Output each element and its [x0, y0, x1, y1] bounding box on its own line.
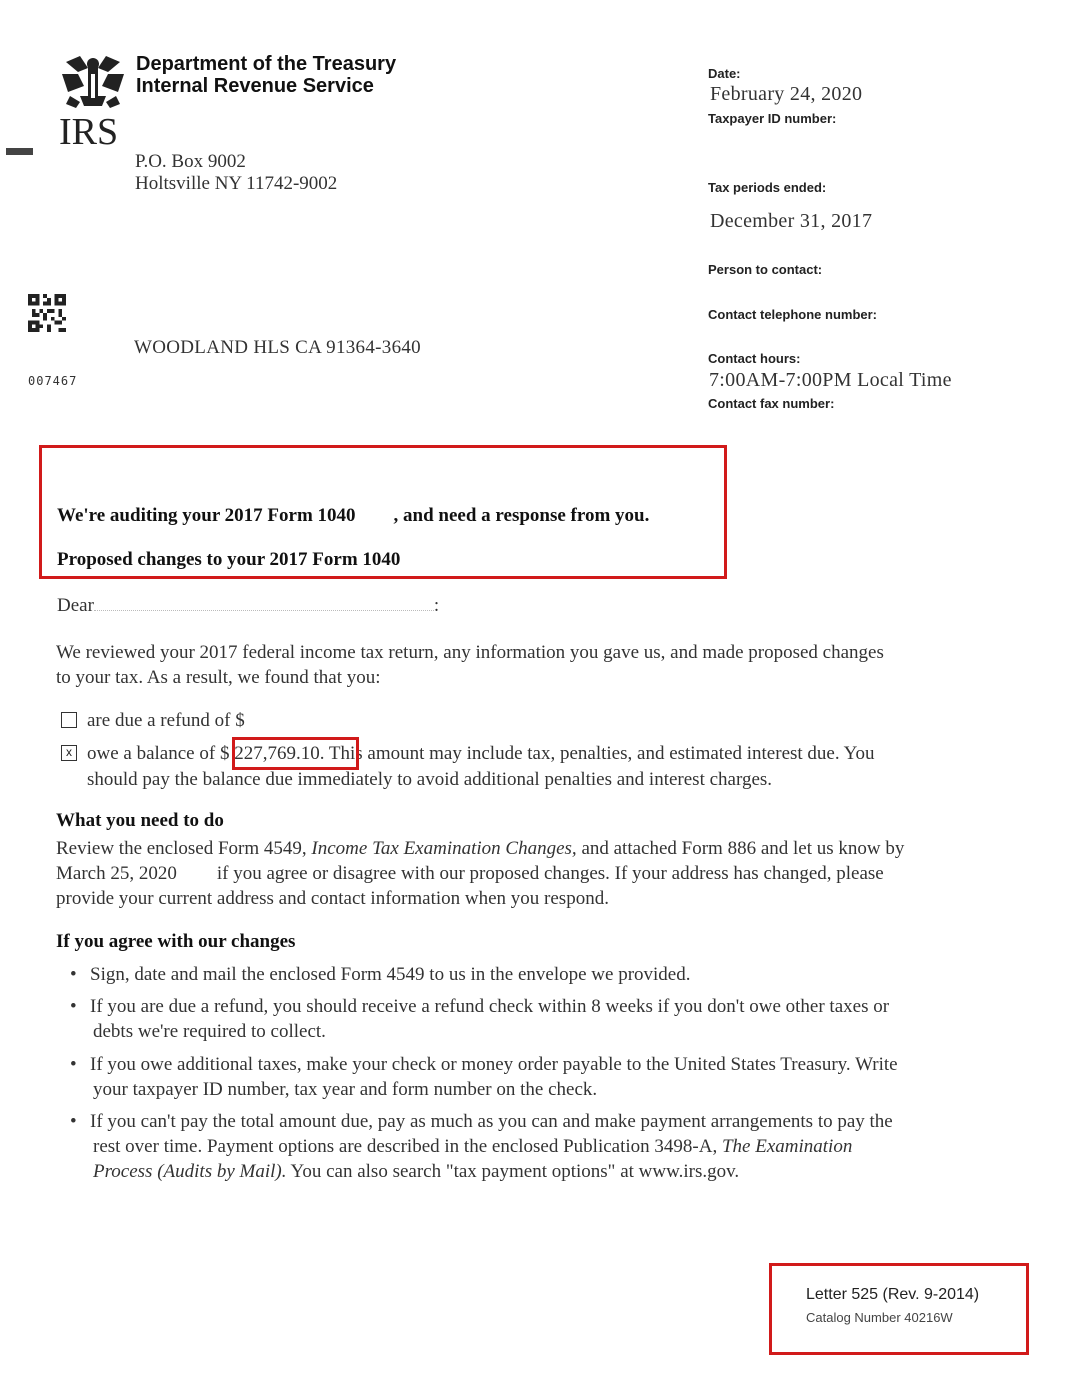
amount-highlight-box	[232, 737, 359, 770]
sender-address: P.O. Box 9002 Holtsville NY 11742-9002	[135, 151, 338, 194]
date-label: Date:	[708, 66, 741, 81]
hours-value: 7:00AM-7:00PM Local Time	[709, 369, 952, 391]
balance-amount: $ 227,769.10.	[219, 743, 325, 764]
refund-text: are due a refund of $	[87, 710, 245, 731]
recipient-code: 007467	[28, 374, 78, 388]
irs-logo-text: IRS	[59, 111, 119, 147]
hours-label: Contact hours:	[708, 351, 801, 366]
list-item: • If you are due a refund, you should receive a refund check within 8 weeks if you don't owe other taxes or debts we're required to collect.	[90, 994, 889, 1044]
irs-logo	[58, 52, 128, 147]
proposed-changes-line: Proposed changes to your 2017 Form 1040	[57, 549, 401, 570]
tax-periods-value: December 31, 2017	[710, 210, 873, 232]
balance-line-2: should pay the balance due immediately to avoid additional penalties and interest charges.	[87, 769, 773, 790]
footer-highlight-box	[769, 1263, 1029, 1355]
taxpayer-id-label: Taxpayer ID number:	[708, 111, 837, 126]
balance-checkbox[interactable]: x	[61, 745, 77, 761]
margin-mark	[6, 148, 33, 155]
person-contact-label: Person to contact:	[708, 262, 823, 277]
letter-number: Letter 525 (Rev. 9-2014)	[806, 1286, 980, 1303]
refund-checkbox[interactable]	[61, 712, 77, 728]
balance-line: owe a balance of $ 227,769.10. This amount may include tax, penalties, and estimated interest due. You	[87, 743, 875, 764]
catalog-number: Catalog Number 40216W	[806, 1310, 953, 1325]
what-you-need-heading: What you need to do	[56, 810, 224, 831]
recipient-city: WOODLAND HLS CA 91364-3640	[134, 337, 421, 358]
salutation: Dear :	[57, 595, 440, 616]
list-item: • If you can't pay the total amount due, pay as much as you can and make payment arrangements to pay the rest over time. Payment options are described in the enclosed Publication 3498-A, The Examination Process (Audits by Mail). You can also search "tax payment options" at www.irs.gov.	[90, 1109, 893, 1184]
tax-periods-label: Tax periods ended:	[708, 180, 827, 195]
list-item: • If you owe additional taxes, make your check or money order payable to the United States Treasury. Write your taxpayer ID number, tax year and form number on the check.	[90, 1052, 898, 1102]
phone-label: Contact telephone number:	[708, 307, 878, 322]
list-item: • Sign, date and mail the enclosed Form 4549 to us in the envelope we provided.	[90, 962, 691, 987]
barcode-icon	[27, 294, 67, 332]
what-you-need-paragraph: Review the enclosed Form 4549, Income Tax Examination Changes, and attached Form 886 and let us know by March 25, 2020 if you agree or disagree with our proposed changes. If your address has changed, please provide your current address and contact information when you respond.	[56, 838, 905, 909]
department-name: Department of the Treasury Internal Revenue Service	[136, 53, 397, 97]
fax-label: Contact fax number:	[708, 396, 835, 411]
intro-paragraph: We reviewed your 2017 federal income tax return, any information you gave us, and made proposed changes to your tax. As a result, we found that you:	[56, 642, 884, 688]
date-value: February 24, 2020	[710, 83, 863, 105]
auditing-line: We're auditing your 2017 Form 1040 , and need a response from you.	[57, 505, 650, 526]
if-agree-heading: If you agree with our changes	[56, 931, 296, 952]
